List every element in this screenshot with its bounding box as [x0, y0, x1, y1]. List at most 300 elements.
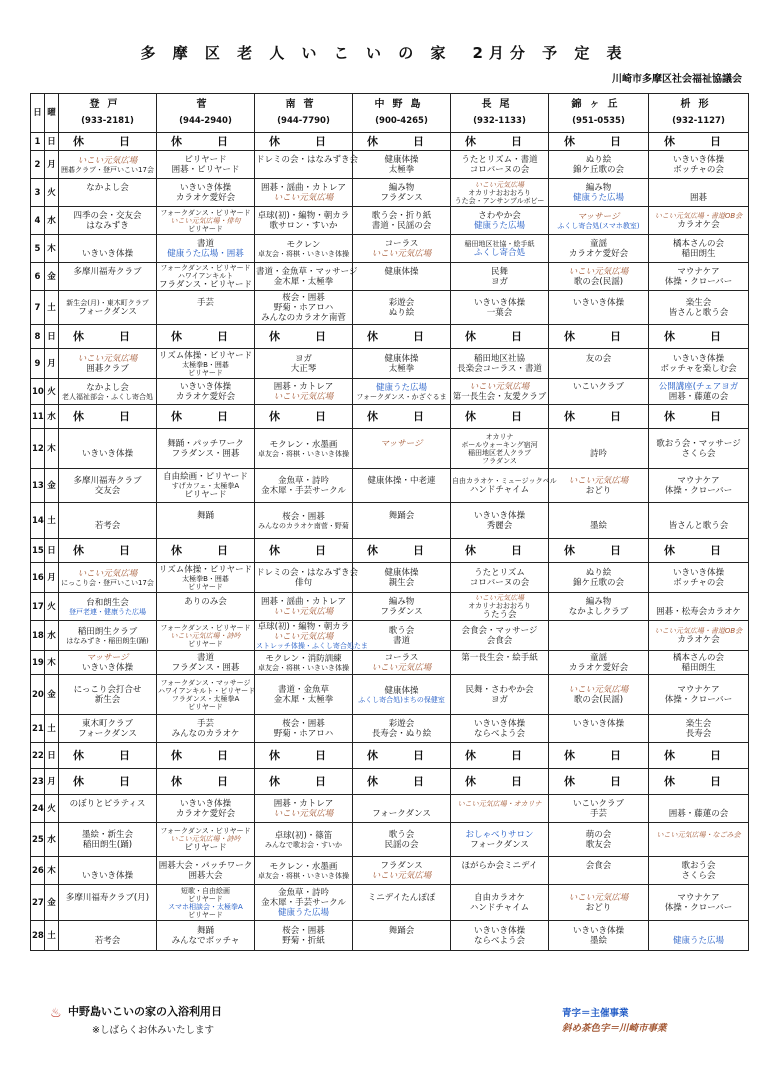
activity-label: 手芸 — [196, 718, 214, 729]
activity-label: 稲田朗生クラブ — [77, 626, 138, 637]
activity-label: 舞踊・パッチワーク — [167, 438, 244, 449]
activity-label: ビリヤード — [188, 368, 223, 377]
activity-label: いきいき体操 — [81, 870, 133, 881]
schedule-cell — [157, 563, 255, 593]
day-of-week: 水 — [45, 405, 59, 429]
activity-label — [60, 809, 155, 819]
schedule-cell — [549, 379, 649, 405]
schedule-cell — [157, 857, 255, 885]
schedule-cell — [157, 325, 255, 349]
activity-label: ありのみ会 — [184, 596, 227, 607]
schedule-cell — [649, 349, 749, 379]
header-center — [59, 94, 157, 133]
table-row — [31, 405, 749, 429]
day-of-week: 水 — [45, 621, 59, 651]
holiday-label: 休 日 — [367, 748, 436, 762]
activity-label — [158, 607, 253, 617]
schedule-cell — [649, 675, 749, 715]
activity-label: 長楽会コーラス・書道 — [457, 363, 542, 374]
activity-label: みんなでボッチャ — [171, 935, 240, 946]
activity-label: 稲田朗生 — [681, 662, 716, 673]
schedule-cell — [255, 429, 353, 469]
activity-label: 囲碁・ビリヤード — [171, 164, 240, 175]
activity-label: マッサージ — [86, 652, 129, 663]
activity-label: 金木犀・太極拳 — [273, 276, 334, 287]
day-number: 28 — [31, 921, 45, 951]
table-row — [31, 325, 749, 349]
activity-label: 金魚草・詩吟 — [277, 475, 329, 486]
day-of-week: 土 — [45, 503, 59, 539]
activity-label: 歌う会・折り紙 — [371, 210, 432, 221]
schedule-cell — [353, 429, 451, 469]
schedule-cell — [451, 133, 549, 151]
activity-label: リズム体操・ビリヤード — [158, 350, 253, 361]
schedule-cell — [255, 349, 353, 379]
schedule-cell — [353, 179, 451, 207]
schedule-cell — [59, 379, 157, 405]
activity-label: 体操・クローバー — [664, 485, 733, 496]
activity-label: 多摩川福寿クラブ(月) — [65, 892, 150, 903]
activity-label: ボッチャを楽しむ会 — [660, 363, 737, 374]
schedule-cell — [549, 133, 649, 151]
schedule-cell — [157, 539, 255, 563]
activity-label: 若考会 — [94, 935, 121, 946]
day-of-week: 火 — [45, 795, 59, 823]
holiday-label: 休 日 — [171, 409, 240, 423]
activity-label: ストレッチ体操・ふくし寄合処たま — [256, 641, 368, 650]
schedule-cell — [59, 563, 157, 593]
activity-label: 卓友会・将棋・いきいき体操 — [258, 249, 349, 258]
schedule-cell — [649, 539, 749, 563]
activity-label: 第一長生会・絵手紙 — [461, 652, 538, 663]
activity-label: いこい元気広場 — [273, 391, 334, 402]
activity-label: いきいき体操 — [572, 718, 624, 729]
holiday-label: 休 日 — [269, 409, 338, 423]
activity-label: マウナケア — [677, 892, 720, 903]
day-number: 4 — [31, 207, 45, 235]
schedule-cell — [451, 823, 549, 857]
day-number: 15 — [31, 539, 45, 563]
activity-label: ヨガ — [490, 276, 508, 287]
activity-label: 桜会・囲碁 — [282, 511, 325, 522]
schedule-cell — [59, 207, 157, 235]
schedule-cell — [157, 379, 255, 405]
schedule-cell — [353, 349, 451, 379]
activity-label: おどり — [585, 485, 612, 496]
schedule-cell — [255, 379, 353, 405]
activity-label: 登戸老連・健康うた広場 — [69, 607, 146, 616]
schedule-cell — [451, 291, 549, 325]
day-number: 10 — [31, 379, 45, 405]
schedule-cell — [353, 857, 451, 885]
activity-label — [550, 871, 647, 881]
activity-label — [650, 839, 747, 849]
activity-label: いこいクラブ — [572, 381, 624, 392]
center-name: 中野島 — [374, 99, 429, 110]
day-of-week: 土 — [45, 715, 59, 743]
activity-label: 健康体操・中老連 — [367, 475, 436, 486]
activity-label — [60, 193, 155, 203]
activity-label: カラオケ愛好会 — [568, 662, 629, 673]
schedule-cell — [255, 291, 353, 325]
schedule-cell — [549, 405, 649, 429]
activity-label: ボッチャの会 — [673, 164, 724, 175]
table-row — [31, 179, 749, 207]
day-of-week: 金 — [45, 469, 59, 503]
activity-label: カラオケ会 — [677, 634, 720, 645]
center-name: 錦ヶ丘 — [571, 99, 626, 110]
activity-label: 桜会・囲碁 — [282, 292, 325, 303]
activity-label: いこい元気広場・書道OB会 — [654, 211, 743, 220]
activity-label: 新生会 — [94, 694, 121, 705]
activity-label — [256, 165, 351, 175]
activity-label: 自由カラオケ・ミュージックベル — [452, 476, 557, 485]
holiday-label: 休 日 — [367, 543, 436, 557]
schedule-cell — [649, 795, 749, 823]
activity-label — [354, 936, 449, 946]
activity-label: 歌の会(民謡) — [573, 276, 624, 287]
holiday-label: 休 日 — [367, 329, 436, 343]
schedule-cell — [157, 675, 255, 715]
schedule-table — [30, 93, 749, 951]
activity-label: いこい元気広場 — [371, 870, 432, 881]
schedule-cell — [549, 675, 649, 715]
holiday-label: 休 日 — [269, 134, 338, 148]
schedule-cell — [157, 405, 255, 429]
activity-label: ビリヤード — [184, 489, 227, 500]
table-row — [31, 469, 749, 503]
schedule-cell — [157, 151, 255, 179]
schedule-cell — [255, 325, 353, 349]
activity-label: モクレン — [286, 239, 321, 250]
activity-label: 編み物 — [388, 596, 415, 607]
bath-notice — [50, 1003, 222, 1020]
activity-label: いきいき体操 — [179, 798, 231, 809]
holiday-label: 休 日 — [564, 748, 633, 762]
activity-label: 若考会 — [94, 520, 121, 531]
schedule-cell — [353, 593, 451, 621]
holiday-label: 休 日 — [564, 329, 633, 343]
activity-label: ビリヤード — [188, 910, 223, 919]
activity-label: 大正琴 — [290, 363, 317, 374]
bath-note: ※しばらくお休みいたします — [92, 1025, 214, 1036]
activity-label — [452, 663, 547, 673]
activity-label — [354, 903, 449, 913]
schedule-cell — [451, 469, 557, 503]
activity-label: フラダンス — [482, 456, 517, 465]
activity-label: マウナケア — [677, 684, 720, 695]
activity-label: 健康体操 — [384, 567, 419, 578]
activity-label: ビリヤード — [184, 154, 227, 165]
activity-label: 親生会 — [388, 577, 415, 588]
schedule-cell — [59, 263, 157, 291]
activity-label: いこい元気広場・なごみ会 — [656, 830, 741, 839]
schedule-cell — [255, 263, 358, 291]
schedule-cell — [255, 621, 368, 651]
activity-label: コーラス — [384, 238, 419, 249]
center-name: 長尾 — [481, 99, 518, 110]
schedule-cell — [451, 379, 549, 405]
day-number: 3 — [31, 179, 45, 207]
schedule-cell — [549, 795, 649, 823]
schedule-cell — [451, 429, 549, 469]
activity-label — [550, 308, 647, 318]
activity-label: 楽生会 — [685, 297, 712, 308]
activity-label: 歌う会 — [388, 625, 415, 636]
table-row — [31, 349, 749, 379]
schedule-cell — [157, 469, 255, 503]
schedule-cell — [59, 769, 157, 795]
activity-label: 四季の会・交友会 — [73, 210, 142, 221]
activity-label: 体操・クローバー — [664, 694, 733, 705]
activity-label: モクレン・水墨画 — [269, 861, 338, 872]
activity-label: ビリヤード — [188, 702, 223, 711]
table-row — [31, 621, 749, 651]
activity-label: マウナケア — [677, 266, 720, 277]
activity-label — [550, 729, 647, 739]
day-number: 5 — [31, 235, 45, 263]
activity-label: カラオケ会 — [677, 219, 720, 230]
schedule-cell — [549, 263, 649, 291]
activity-label — [158, 521, 253, 531]
activity-label: いこい元気広場 — [77, 155, 138, 166]
schedule-cell — [59, 675, 157, 715]
activity-label: いこい元気広場 — [469, 381, 530, 392]
activity-label — [60, 239, 155, 249]
activity-label — [452, 871, 547, 881]
activity-label: 健康体操 — [384, 154, 419, 165]
activity-label: いこい元気広場 — [568, 892, 629, 903]
table-row — [31, 151, 749, 179]
activity-label: いこい元気広場・オカリナ — [457, 799, 542, 808]
activity-label: ヨガ — [490, 694, 508, 705]
header-center — [353, 94, 451, 133]
activity-label — [354, 521, 449, 531]
schedule-cell — [59, 539, 157, 563]
activity-label: リズム体操・ビリヤード — [158, 564, 253, 575]
activity-label: 童謡 — [589, 652, 607, 663]
activity-label — [60, 277, 155, 287]
holiday-label: 休 日 — [171, 748, 240, 762]
activity-label: 囲碁・謡曲・カトレア — [260, 182, 346, 193]
activity-label: ビリヤード — [188, 894, 223, 903]
publisher: 川崎市多摩区社会福祉協議会 — [612, 74, 742, 85]
activity-label: ならべよう会 — [473, 728, 525, 739]
table-row — [31, 429, 749, 469]
schedule-cell — [255, 885, 353, 921]
schedule-cell — [649, 325, 749, 349]
activity-label: コロバーヌの会 — [469, 577, 530, 588]
day-number: 12 — [31, 429, 45, 469]
holiday-label: 休 日 — [73, 329, 142, 343]
activity-label: ふくし寄合処(スマホ教室) — [557, 221, 640, 230]
schedule-cell — [255, 133, 353, 151]
activity-label: オカリナおおおろり — [468, 601, 531, 610]
schedule-cell — [59, 469, 157, 503]
schedule-cell — [549, 429, 649, 469]
schedule-cell — [255, 235, 353, 263]
activity-label: 童謡 — [589, 238, 607, 249]
activity-label — [650, 511, 747, 521]
schedule-cell — [157, 503, 255, 539]
activity-label: いこい元気広場・詩吟 — [170, 834, 241, 843]
activity-label: 太極拳 — [388, 363, 415, 374]
day-of-week: 日 — [45, 133, 59, 151]
schedule-cell — [353, 133, 451, 151]
activity-label: 老人福祉部会・ふくし寄合処 — [62, 392, 153, 401]
center-name: 枡形 — [680, 99, 717, 110]
activity-label: 編み物 — [585, 182, 612, 193]
activity-label: 稲田地区老人クラブ — [468, 448, 531, 457]
center-phone: (933-2181) — [81, 116, 134, 126]
activity-label: いきいき体操 — [81, 662, 133, 673]
activity-label: なかよしクラブ — [568, 606, 629, 617]
holiday-label: 休 日 — [367, 409, 436, 423]
schedule-cell — [255, 795, 353, 823]
schedule-cell — [649, 235, 749, 263]
schedule-cell — [549, 885, 649, 921]
activity-label: 健康うた広場・囲碁 — [167, 248, 244, 259]
activity-label: いこい元気広場 — [273, 808, 334, 819]
activity-label: フラダンス — [380, 606, 423, 617]
activity-label: モクレン・水墨画 — [269, 439, 338, 450]
activity-label: ミニデイたんぽぽ — [367, 892, 436, 903]
schedule-cell — [157, 429, 255, 469]
schedule-cell — [59, 151, 157, 179]
activity-label: ふくし寄合処 — [473, 247, 525, 258]
day-of-week: 月 — [45, 151, 59, 179]
schedule-cell — [157, 235, 255, 263]
day-of-week: 木 — [45, 429, 59, 469]
schedule-cell — [157, 769, 255, 795]
activity-label: 会食会 — [585, 860, 612, 871]
holiday-label: 休 日 — [664, 134, 733, 148]
day-number: 2 — [31, 151, 45, 179]
table-row — [31, 921, 749, 951]
schedule-cell — [353, 795, 451, 823]
day-of-week: 木 — [45, 235, 59, 263]
schedule-cell — [353, 405, 451, 429]
day-of-week: 月 — [45, 563, 59, 593]
schedule-cell — [59, 823, 157, 857]
holiday-label: 休 日 — [171, 134, 240, 148]
activity-label: 自由絵画・ビリヤード — [163, 471, 248, 482]
schedule-cell — [549, 291, 649, 325]
activity-label — [650, 926, 747, 936]
activity-label: 囲碁大会・パッチワーク — [158, 860, 253, 871]
activity-label: 楽生会 — [685, 718, 712, 729]
activity-label: いきいき体操 — [179, 381, 231, 392]
schedule-cell — [157, 291, 255, 325]
table-row — [31, 133, 749, 151]
activity-label: オカリナ — [485, 432, 514, 441]
schedule-cell — [451, 715, 549, 743]
activity-label: 卓友会・将棋・いきいき体操 — [258, 663, 349, 672]
page-title: 多 摩 区 老 人 い こ い の 家 2月分 予 定 表 — [140, 44, 628, 62]
activity-label: 多摩川福寿クラブ — [73, 266, 142, 277]
activity-label: オカリナおおおろり — [468, 188, 531, 197]
activity-label: 台和朗生会 — [86, 597, 129, 608]
schedule-cell — [353, 743, 451, 769]
schedule-cell — [157, 593, 255, 621]
activity-label: ハワイアンキルト — [177, 271, 234, 280]
activity-label — [354, 486, 449, 496]
activity-label: 多摩川福寿クラブ — [73, 475, 142, 486]
activity-label: フォークダンス — [470, 839, 529, 850]
activity-label: 墨絵・新生会 — [81, 829, 133, 840]
activity-label: マッサージ — [577, 211, 620, 222]
day-of-week: 金 — [45, 885, 59, 921]
day-of-week: 日 — [45, 743, 59, 769]
table-row — [31, 857, 749, 885]
schedule-cell — [549, 179, 649, 207]
schedule-cell — [255, 469, 353, 503]
day-of-week: 月 — [45, 769, 59, 795]
activity-label: 錦ケ丘歌の会 — [572, 164, 624, 175]
header-day: 日 — [31, 94, 45, 133]
activity-label: いきいき体操 — [473, 297, 525, 308]
holiday-label: 休 日 — [367, 774, 436, 788]
activity-label: 彩遊会 — [388, 718, 415, 729]
holiday-label: 休 日 — [664, 774, 733, 788]
schedule-cell — [549, 857, 649, 885]
activity-label: ほがらか会ミニデイ — [461, 860, 538, 871]
schedule-cell — [59, 179, 157, 207]
activity-label: 囲碁・藤蓮の会 — [668, 391, 729, 402]
schedule-cell — [255, 503, 353, 539]
schedule-cell — [59, 715, 157, 743]
holiday-label: 休 日 — [269, 748, 338, 762]
schedule-body — [31, 133, 749, 951]
schedule-cell — [59, 651, 157, 675]
activity-label: 囲碁大会 — [188, 870, 223, 881]
holiday-label: 休 日 — [564, 134, 633, 148]
activity-label: ぬり絵 — [585, 567, 612, 578]
activity-label: ボッチャの会 — [673, 577, 724, 588]
activity-label: フラダンス・囲碁 — [171, 662, 240, 673]
activity-label — [550, 636, 647, 646]
activity-label: 長寿会 — [685, 728, 712, 739]
activity-label: いこい元気広場 — [77, 353, 138, 364]
schedule-cell — [59, 291, 157, 325]
activity-label: フォークダンス・ビリヤード — [160, 263, 251, 272]
activity-label: 囲碁・松寿会カラオケ — [656, 606, 741, 617]
schedule-cell — [255, 921, 353, 951]
activity-label — [354, 799, 449, 809]
activity-label: 歌う会 — [388, 829, 415, 840]
activity-label: ビリヤード — [184, 842, 227, 853]
activity-label: 長寿会・ぬり絵 — [371, 728, 432, 739]
schedule-cell — [549, 539, 649, 563]
activity-label: 民謡の会 — [384, 839, 419, 850]
day-of-week: 日 — [45, 539, 59, 563]
activity-label: 秀麗会 — [486, 520, 513, 531]
activity-label: ボールウォーキング宿河 — [461, 440, 538, 449]
activity-label: 卓球(初)・篠笛 — [274, 830, 333, 841]
activity-label: フォークダンス・ビリヤード — [160, 623, 251, 632]
activity-label: マッサージ — [380, 438, 423, 449]
activity-label: フォークダンス・ビリヤード — [160, 208, 251, 217]
schedule-cell — [451, 207, 549, 235]
day-number: 11 — [31, 405, 45, 429]
table-row — [31, 795, 749, 823]
activity-label: 健康うた広場 — [375, 382, 427, 393]
schedule-cell — [157, 743, 255, 769]
activity-label: 舞踊 — [196, 925, 214, 936]
schedule-cell — [549, 325, 649, 349]
table-row — [31, 769, 749, 795]
schedule-cell — [157, 263, 255, 291]
